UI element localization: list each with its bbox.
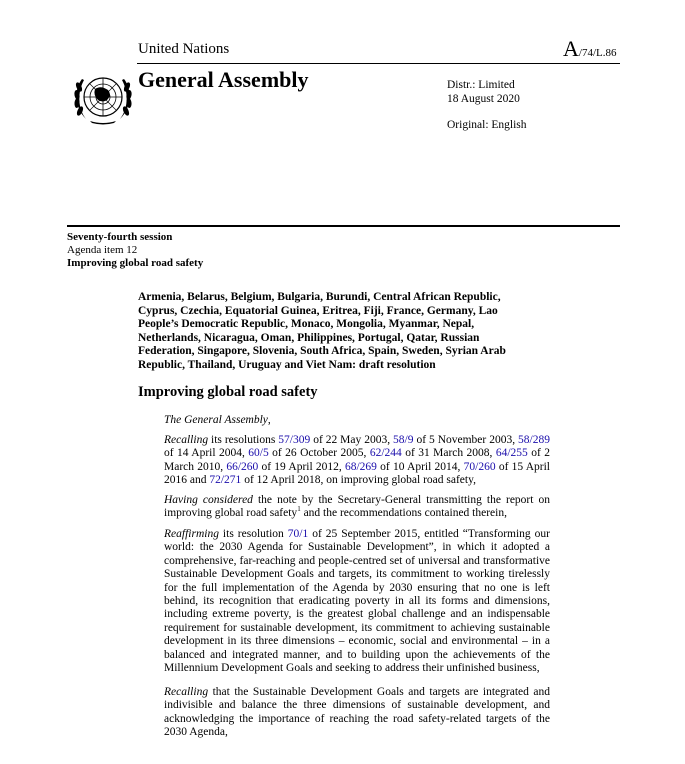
paragraph-having-considered — [138, 494, 550, 521]
document-date: 18 August 2020 — [447, 93, 520, 105]
header-rule — [137, 63, 620, 64]
agenda-topic: Improving global road safety — [67, 257, 204, 269]
symbol-main: A — [563, 36, 579, 61]
para-lead: Recalling — [164, 686, 209, 698]
original-language: Original: English — [447, 119, 527, 131]
para-text: of 2 March 2010, — [164, 447, 550, 473]
paragraph-recalling-goals — [138, 686, 550, 740]
para-text: that the Sustainable Development Goals and targets are integrated and indivisible and balance the three dimensions of sustainable development, and acknowledging the importance of reaching the road safety-related targets of the 2030 Agenda, — [164, 686, 550, 739]
para-text: of 22 May 2003, — [310, 434, 394, 446]
agenda-item: Agenda item 12 — [67, 244, 138, 256]
un-emblem-icon — [68, 67, 138, 127]
para-text: its resolution — [218, 528, 288, 540]
document-symbol — [563, 36, 616, 62]
para-lead: Having considered — [164, 494, 253, 506]
resolution-link[interactable]: 58/9 — [393, 434, 414, 446]
resolution-link[interactable]: 66/260 — [226, 460, 259, 473]
organization-name: United Nations — [138, 41, 230, 57]
body-name: General Assembly — [138, 67, 309, 92]
resolution-link[interactable]: 64/255 — [495, 447, 528, 460]
footnote-ref[interactable]: 1 — [297, 505, 301, 514]
para-lead: Recalling — [164, 434, 209, 446]
para-text: of 31 March 2008, — [401, 447, 496, 460]
para-text: of 10 April 2014, — [376, 460, 464, 473]
para-text: of 25 September 2015, entitled “Transforming our world: the 2030 Agenda for Sustainable Development”, in which it adopted a comprehensive, far-reaching and people-centred set of universal and transformative Sustainable Development Goals and targets, its commitment to working tirelessly for the full implementation of the Agenda by 2030 ensuring that no one is left behind, its recognition that eradicating poverty in all its forms and dimensions, including extreme poverty, is the greatest global challenge and an indispensable requirement for sustainable development, its commitment to achieving sustainable development in its three dimensions – economic, social and environmental – in a balanced and integrated manner, and to building upon the achievements of the Millennium Development Goals and seeking to address their unfinished business, — [164, 528, 550, 675]
para-text: of 12 April 2018, on improving global road safety, — [241, 474, 476, 487]
para-text: its resolutions — [208, 434, 279, 446]
resolution-link[interactable]: 68/269 — [344, 460, 377, 473]
resolution-link[interactable]: 72/271 — [209, 474, 242, 487]
para-text: of 26 October 2005, — [268, 447, 370, 460]
para-text: of 14 April 2004, — [164, 447, 249, 460]
preamble-opening — [138, 414, 550, 427]
resolution-title: Improving global road safety — [138, 384, 318, 400]
para-text: and the recommendations contained therein, — [300, 507, 507, 520]
session-name: Seventy-fourth session — [67, 231, 173, 243]
resolution-link[interactable]: 58/289 — [518, 434, 550, 446]
paragraph-reaffirming — [138, 528, 550, 675]
resolution-link[interactable]: 62/244 — [369, 447, 402, 460]
para-text: of 15 April 2016 and — [164, 460, 550, 487]
symbol-rest: /74/L.86 — [578, 47, 617, 59]
sponsors-list: Armenia, Belarus, Belgium, Bulgaria, Burundi, Central African Republic, Cyprus, Czechia, Equatorial Guinea, Eritrea, Fiji, France, Germany, Lao People’s Democratic Republic, Monaco, Mongolia, Myanmar, Nepal, Netherlands, Nicaragua, Oman, Philippines, Portugal, Qatar, Russian Federation, Singapore, Slovenia, South Africa, Spain, Sweden, Syrian Arab Republic, Thailand, Uruguay and Viet Nam: draft resolution — [138, 291, 506, 371]
distribution-info — [447, 78, 520, 106]
resolution-link[interactable]: 60/5 — [248, 447, 269, 460]
paragraph-recalling-resolutions — [138, 434, 550, 488]
para-text: the note by the Secretary-General transmitting the report on improving global road safety — [164, 494, 550, 520]
preamble-punct: , — [267, 414, 271, 426]
preamble-subject: The General Assembly — [164, 414, 268, 426]
resolution-link[interactable]: 70/1 — [287, 528, 309, 540]
distribution-status: Distr.: Limited — [447, 79, 515, 91]
para-text: of 19 April 2012, — [258, 460, 345, 473]
para-text: of 5 November 2003, — [413, 434, 519, 446]
session-block — [67, 231, 203, 270]
resolution-link[interactable]: 57/309 — [278, 434, 311, 446]
resolution-link[interactable]: 70/260 — [463, 460, 496, 473]
session-rule — [67, 225, 620, 227]
para-lead: Reaffirming — [164, 528, 219, 540]
